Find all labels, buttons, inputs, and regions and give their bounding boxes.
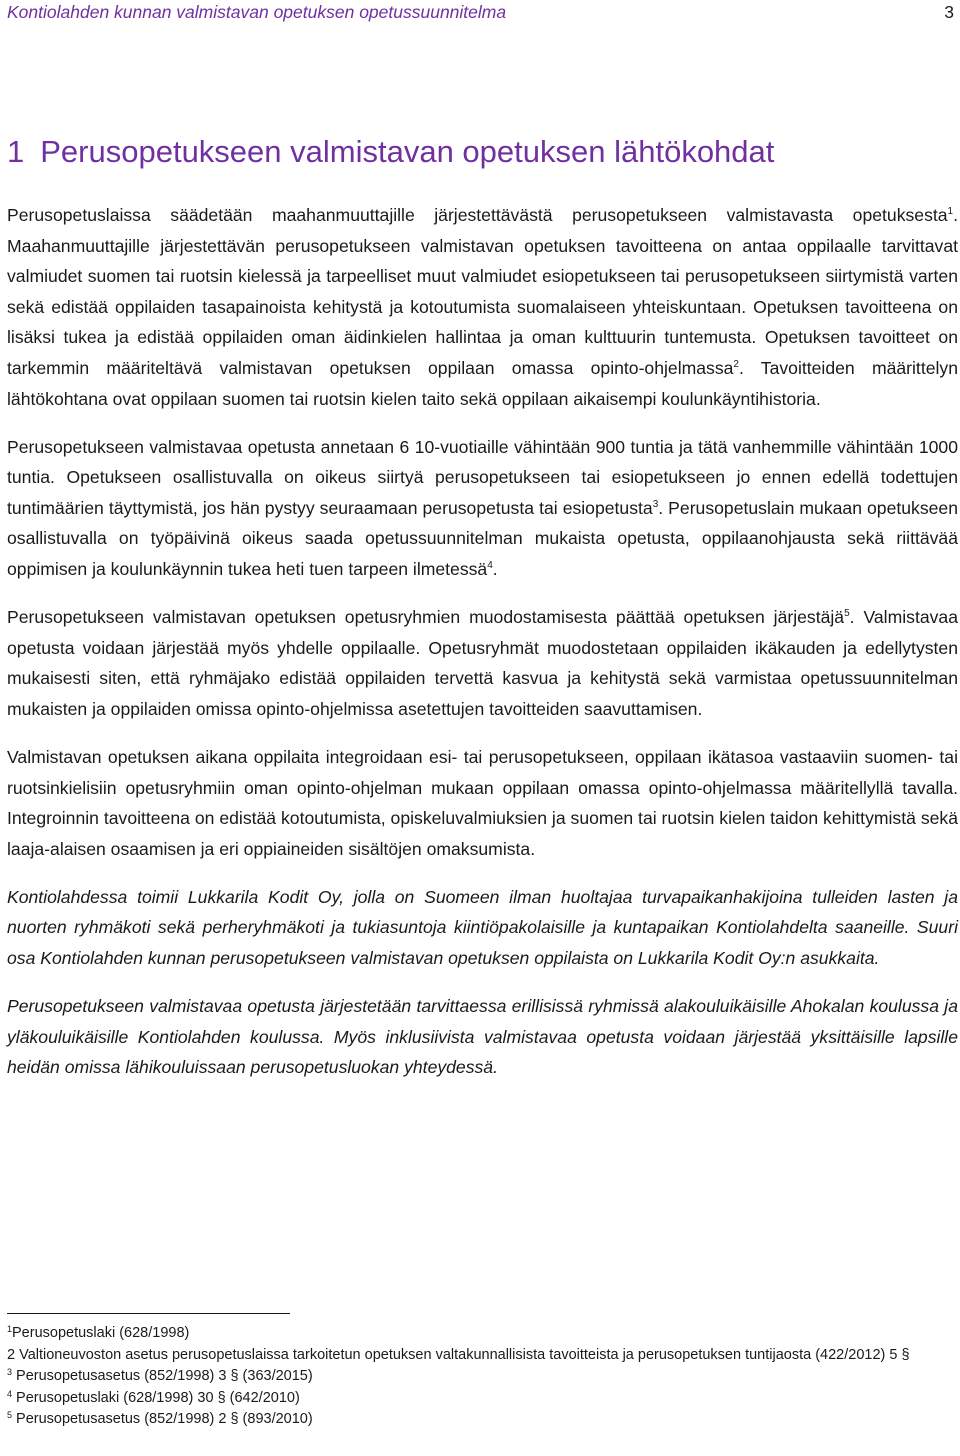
footnote-separator: [7, 1313, 290, 1314]
footnote-mark: 3: [7, 1367, 13, 1377]
document-title: Kontiolahden kunnan valmistavan opetuksen opetussuunnitelma: [7, 2, 507, 22]
footnote-ref[interactable]: 5: [844, 608, 850, 620]
page-number: 3: [944, 2, 954, 22]
paragraph-text: .: [492, 559, 498, 580]
paragraph-text: Perusopetukseen valmistavaa opetusta annetaan 6 10-vuotiaille vähintään 900 tuntia ja tätä vanhemmille vähintään 1000 tuntia. Opetukseen osallistuvalla on oikeus siirtyä perusopetukseen tai esiopetukseen jo ennen edellä todettujen tuntimäärien täyttymistä, jos hän pystyy seuraamaan perusopetusta tai esiopetusta: [7, 436, 958, 518]
footnote-mark: 1: [7, 1324, 13, 1334]
footnote-mark: 4: [7, 1388, 13, 1399]
footnote: [7, 1409, 952, 1431]
footnote-mark: 5: [7, 1410, 13, 1420]
paragraph-text: . Tavoitteiden määrittelyn lähtökohtana ovat oppilaan suomen tai ruotsin kielen taito sekä oppilaan aikaisempi koulunkäyntihistoria.: [7, 357, 958, 409]
footnote-text: Perusopetuslaki (628/1998) 30 § (642/2010): [12, 1389, 300, 1406]
section-title: Perusopetukseen valmistavan opetuksen lähtökohdat: [40, 134, 775, 169]
footnote: [7, 1366, 952, 1388]
paragraph-italic: Perusopetukseen valmistavaa opetusta järjestetään tarvittaessa erillisissä ryhmissä alakouluikäisille Ahokalan koulussa ja yläkouluikäisille Kontiolahden koulussa. Myös inklusiivista valmistavaa opetusta voidaan järjestää yksittäisille lapsille heidän omissa lähikouluissaan perusopetusluokan yhteydessä.: [7, 996, 958, 1078]
footnote-text: Perusopetuslaki (628/1998): [12, 1325, 190, 1341]
paragraph: Valmistavan opetuksen aikana oppilaita integroidaan esi- tai perusopetukseen, oppilaan ikätasoa vastaaviin suomen- tai ruotsinkielisiin opetusryhmiin oman opinto-ohjelman mukaan oppilaan omassa opinto-ohjelmassa määritellyllä tavalla. Integroinnin tavoitteena on edistää kotoutumista, opiskeluvalmiuksien ja suomen tai ruotsin kielen taidon kehittymistä sekä laaja-alaisen osaamisen ja eri oppiaineiden sisältöjen omaksumista.: [7, 747, 958, 859]
footnote-mark: 2: [7, 1346, 16, 1363]
footnote: [7, 1388, 952, 1410]
paragraph: [7, 200, 958, 414]
footnote: [7, 1345, 952, 1367]
footnote-text: Perusopetusasetus (852/1998) 2 § (893/2010): [12, 1411, 313, 1427]
paragraph-text: . Maahanmuuttajille järjestettävän perusopetukseen valmistavan opetuksen tavoitteena on antaa oppilaalle tarvittavat valmiudet suomen tai ruotsin kielessä ja tarpeelliset muut valmiudet esiopetukseen tai perusopetukseen siirtymistä varten sekä edistää oppilaiden tasapainoista kehitystä ja kotoutumista suomalaiseen yhteiskuntaan. Opetuksen tavoitteena on lisäksi tukea ja edistää oppilaiden oman äidinkielen hallintaa ja oman kulttuurin tuntemusta. Opetuksen tavoitteet on tarkemmin määriteltävä valmistavan opetuksen oppilaan omassa opinto-ohjelmassa: [7, 205, 958, 378]
footnote-text: Valtioneuvoston asetus perusopetuslaissa tarkoitetun opetuksen valtakunnallisista tavoitteista ja perusopetuksen tuntijaosta (422/2012) 5 §: [15, 1346, 910, 1363]
footnote-ref[interactable]: 2: [733, 358, 739, 370]
footnote-ref[interactable]: 4: [487, 560, 493, 572]
paragraph: [7, 432, 958, 585]
body-text: [7, 200, 958, 1100]
section-number: 1: [7, 134, 25, 169]
footnote-text: Perusopetusasetus (852/1998) 3 § (363/2015): [12, 1368, 313, 1384]
footnote-ref[interactable]: 3: [652, 498, 659, 510]
paragraph-text: Perusopetuslaissa säädetään maahanmuuttajille järjestettävästä perusopetukseen valmistavasta opetuksesta: [7, 205, 948, 225]
paragraph-text: Perusopetukseen valmistavan opetuksen opetusryhmien muodostamisesta päättää opetuksen järjestäjä: [7, 607, 845, 628]
section-heading: [7, 134, 774, 170]
paragraph-text: . Valmistavaa opetusta voidaan järjestää myös yhdelle oppilaalle. Opetusryhmät muodostetaan oppilaiden ikäkauden ja edellytysten mukaisesti siten, että ryhmäjako edistää oppilaiden tervettä kasvua ja kehitystä sekä varmistaa opetussuunnitelman mukaisten ja oppilaiden omissa opinto-ohjelmissa asetettujen tavoitteiden saavuttamisen.: [7, 607, 958, 719]
footnotes: [7, 1323, 952, 1431]
paragraph-text: . Perusopetuslain mukaan opetukseen osallistuvalla on työpäivinä oikeus saada opetussuunnitelman mukaista opetusta, oppilaanohjausta sekä riittävää oppimisen ja koulunkäynnin tukea heti tuen tarpeen ilmetessä: [7, 497, 958, 580]
footnote: [7, 1323, 952, 1345]
paragraph: [7, 602, 958, 724]
running-header: [7, 2, 954, 24]
paragraph-italic: Kontiolahdessa toimii Lukkarila Kodit Oy, jolla on Suomeen ilman huoltajaa turvapaikanhakijoina tulleiden lasten ja nuorten ryhmäkoti sekä perheryhmäkoti ja tukiasuntoja kiintiöpakolaisille ja kuntapaikan Kontiolahdelta saaneille. Suuri osa Kontiolahden kunnan perusopetukseen valmistavan opetuksen oppilaista on Lukkarila Kodit Oy:n asukkaita.: [7, 886, 958, 969]
footnote-ref[interactable]: 1: [947, 206, 954, 217]
